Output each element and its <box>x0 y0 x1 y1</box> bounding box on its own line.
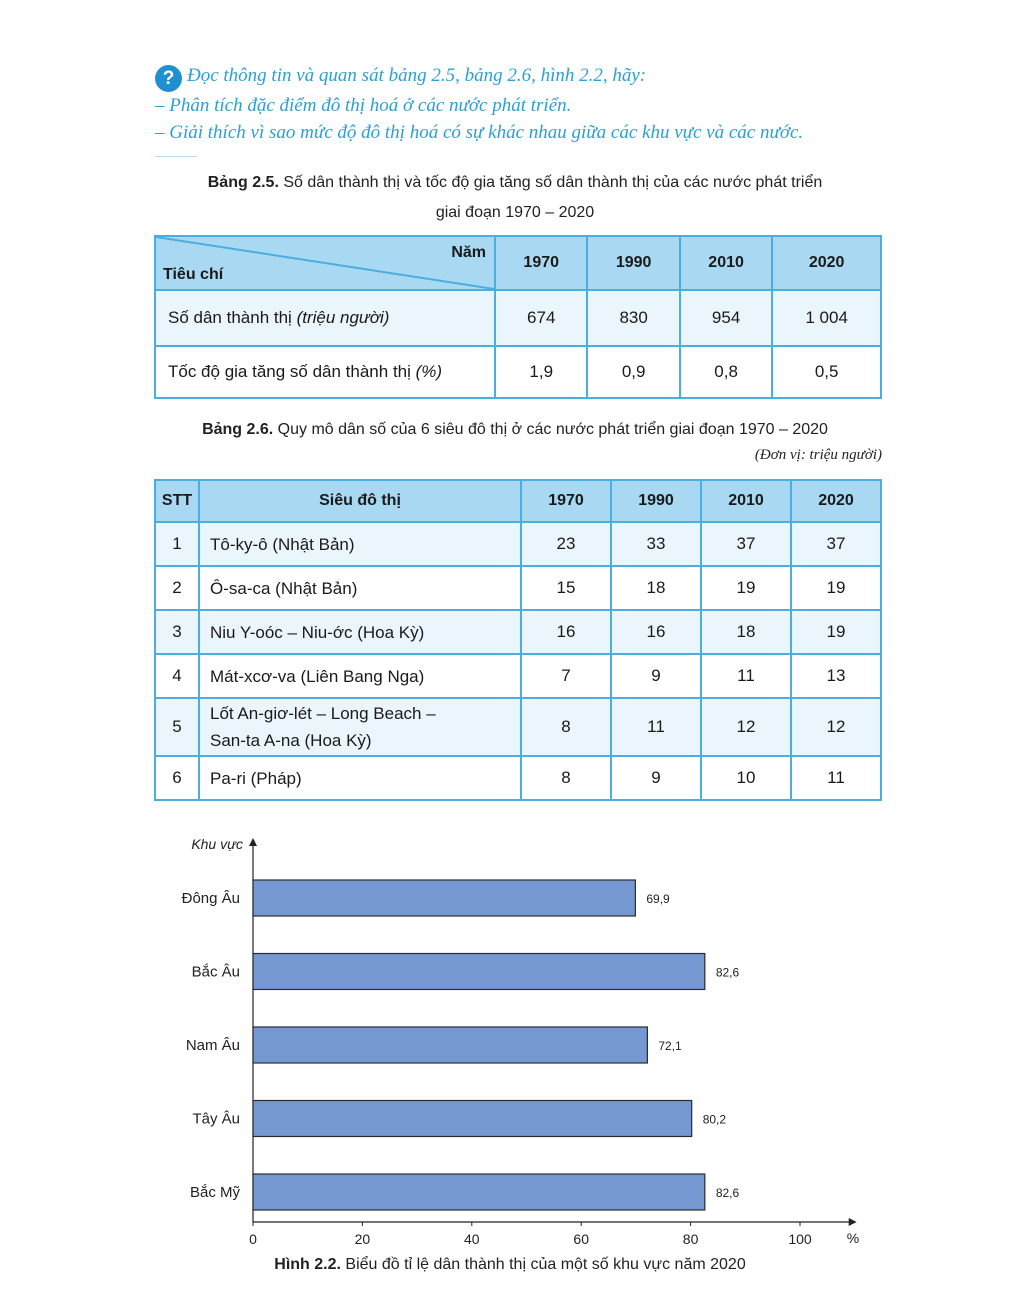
table-row <box>155 654 881 698</box>
header-criteria-label: Tiêu chí <box>163 266 224 283</box>
x-tick-label: 100 <box>788 1231 812 1247</box>
table2-header-1970: 1970 <box>521 480 611 522</box>
data-label: 69,9 <box>646 892 670 906</box>
bar <box>253 1027 647 1063</box>
header-year-label: Năm <box>451 244 486 261</box>
table2-megacities <box>154 479 882 801</box>
table2-stt: 5 <box>155 698 199 756</box>
category-label: Tây Âu <box>192 1110 240 1128</box>
x-tick-label: 80 <box>682 1231 699 1247</box>
category-label: Nam Âu <box>185 1037 240 1054</box>
question-line-2: – Phân tích đặc điểm đô thị hoá ở các nước phát triển. <box>155 95 572 116</box>
table1-year-2010: 2010 <box>680 236 772 290</box>
category-label: Đông Âu <box>181 890 240 907</box>
table2-stt: 4 <box>155 654 199 698</box>
bar <box>253 1174 705 1210</box>
table2-header-1990: 1990 <box>611 480 701 522</box>
table2-cell: 9 <box>611 756 701 800</box>
data-label: 72,1 <box>658 1039 682 1053</box>
table2-cell: 23 <box>521 522 611 566</box>
table2-cell: 11 <box>611 698 701 756</box>
table1-cell: 0,8 <box>680 346 772 398</box>
category-label: Bắc Mỹ <box>189 1184 240 1201</box>
question-mark-icon: ? <box>155 65 182 92</box>
table2-cell: 12 <box>791 698 881 756</box>
urban-ratio-bar-chart <box>160 826 860 1256</box>
question-line-3: – Giải thích vì sao mức độ đô thị hoá có sự khác nhau giữa các khu vực và các nước. <box>155 122 804 143</box>
table2-cell: 11 <box>701 654 791 698</box>
bar <box>253 1101 692 1137</box>
table2-cell: 12 <box>701 698 791 756</box>
y-axis-label: Khu vực <box>191 836 243 852</box>
table2-city: Mát-xcơ-va (Liên Bang Nga) <box>199 654 521 698</box>
table1-diagonal-header <box>155 236 495 290</box>
table2-stt: 6 <box>155 756 199 800</box>
table2-cell: 19 <box>791 566 881 610</box>
x-tick-label: 20 <box>354 1231 371 1247</box>
table2-city: Pa-ri (Pháp) <box>199 756 521 800</box>
x-axis-arrow-icon <box>849 1218 857 1226</box>
table2-stt: 1 <box>155 522 199 566</box>
table2-cell: 19 <box>791 610 881 654</box>
table2-header-row <box>155 480 881 522</box>
table-row <box>155 610 881 654</box>
x-tick-label: 40 <box>464 1231 480 1247</box>
bar <box>253 954 705 990</box>
table-row <box>155 698 881 756</box>
figure-caption: Hình 2.2. Biểu đồ tỉ lệ dân thành thị của một số khu vực năm 2020 <box>274 1256 746 1273</box>
table1-cell: 1,9 <box>495 346 587 398</box>
table1-row-label: Tốc độ gia tăng số dân thành thị (%) <box>155 346 495 398</box>
table1-urban-population <box>154 235 882 399</box>
question-line-1: ? Đọc thông tin và quan sát bảng 2.5, bảng 2.6, hình 2.2, hãy: <box>155 62 915 92</box>
table1-year-2020: 2020 <box>772 236 881 290</box>
table2-cell: 15 <box>521 566 611 610</box>
table2-cell: 19 <box>701 566 791 610</box>
table2-caption: Bảng 2.6. Quy mô dân số của 6 siêu đô thị ở các nước phát triển giai đoạn 1970 – 2020 <box>202 421 828 438</box>
table1-row-urban-population <box>155 290 881 346</box>
table2-cell: 16 <box>521 610 611 654</box>
table1-cell: 674 <box>495 290 587 346</box>
table1-year-1970: 1970 <box>495 236 587 290</box>
table2-cell: 37 <box>791 522 881 566</box>
table2-stt: 3 <box>155 610 199 654</box>
x-tick-label: 60 <box>573 1231 589 1247</box>
table-row <box>155 522 881 566</box>
table1-year-1990: 1990 <box>587 236 679 290</box>
table2-cell: 16 <box>611 610 701 654</box>
table1-cell: 0,5 <box>772 346 881 398</box>
table2-unit: (Đơn vị: triệu người) <box>754 447 882 463</box>
table2-header-2010: 2010 <box>701 480 791 522</box>
table2-stt: 2 <box>155 566 199 610</box>
table2-cell: 7 <box>521 654 611 698</box>
table2-cell: 33 <box>611 522 701 566</box>
table2-cell: 8 <box>521 756 611 800</box>
table-row <box>155 756 881 800</box>
table2-cell: 10 <box>701 756 791 800</box>
y-axis-arrow-icon <box>249 838 257 846</box>
table1-header-row <box>155 236 881 290</box>
table2-cell: 8 <box>521 698 611 756</box>
table1-cell: 1 004 <box>772 290 881 346</box>
table2-header-2020: 2020 <box>791 480 881 522</box>
table1-cell: 830 <box>587 290 679 346</box>
x-axis-label: % <box>846 1230 860 1246</box>
table2-cell: 9 <box>611 654 701 698</box>
table2-cell: 11 <box>791 756 881 800</box>
table2-city: Ô-sa-ca (Nhật Bản) <box>199 566 521 610</box>
x-tick-label: 0 <box>249 1231 257 1247</box>
question-block <box>155 62 915 146</box>
category-label: Bắc Âu <box>191 963 240 981</box>
table2-cell: 13 <box>791 654 881 698</box>
bar <box>253 880 635 916</box>
table1-row-growth-rate <box>155 346 881 398</box>
data-label: 82,6 <box>715 1186 740 1200</box>
table2-cell: 18 <box>701 610 791 654</box>
data-label: 80,2 <box>702 1112 727 1127</box>
table2-cell: 18 <box>611 566 701 610</box>
data-label: 82,6 <box>715 965 740 980</box>
table1-caption: Bảng 2.5. Số dân thành thị và tốc độ gia tăng số dân thành thị của các nước phát triển giai đoạn 1970 – 2020 <box>207 174 823 221</box>
table1-row-label: Số dân thành thị (triệu người) <box>155 290 495 346</box>
table2-city: Lốt An-giơ-lét – Long Beach – San-ta A-na (Hoa Kỳ) <box>199 698 521 756</box>
table-row <box>155 566 881 610</box>
table2-city: Niu Y-oóc – Niu-ớc (Hoa Kỳ) <box>199 610 521 654</box>
table2-header-city: Siêu đô thị <box>199 480 521 522</box>
table2-city: Tô-ky-ô (Nhật Bản) <box>199 522 521 566</box>
table2-cell: 37 <box>701 522 791 566</box>
table2-header-stt: STT <box>155 480 199 522</box>
question-divider <box>155 156 197 157</box>
table1-cell: 954 <box>680 290 772 346</box>
table1-cell: 0,9 <box>587 346 679 398</box>
